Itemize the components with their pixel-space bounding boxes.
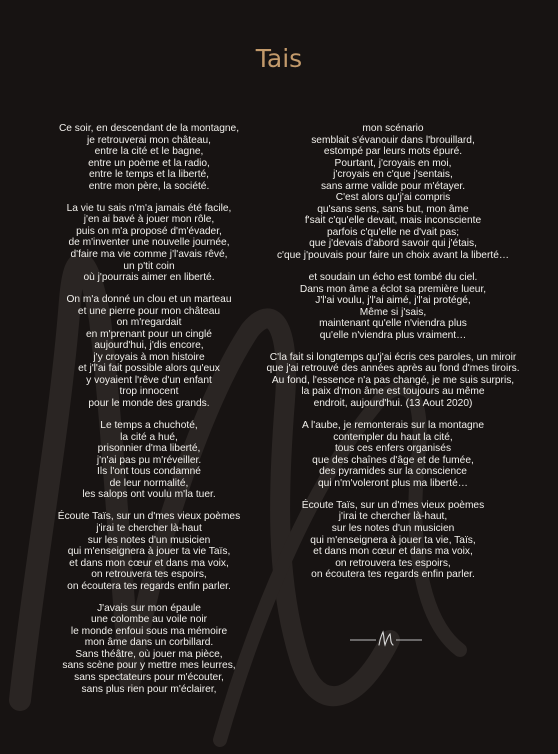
poem-line: de m'inventer une nouvelle journée, (68, 237, 230, 249)
poem-line: sur les notes d'un musicien (331, 522, 455, 534)
poem-line: on écoutera tes regards enfin parler. (67, 580, 231, 592)
poem-line: c'que j'pouvais pour faire un choix avant la liberté… (276, 250, 510, 262)
poem-line: on écoutera tes regards enfin parler. (311, 569, 475, 581)
poem-line: et j'l'ai fait possible alors qu'eux (78, 363, 220, 375)
poem-stanza (248, 500, 538, 581)
poem-stanza (248, 123, 538, 262)
poem-line: et dans mon cœur et dans ma voix, (313, 546, 473, 558)
poem-line: qui m'enseignera à jouer ta vie, Taïs, (310, 534, 476, 546)
poem-line: sans spectateurs pour m'écouter, (74, 672, 224, 684)
poem-line: j'y croyais à mon histoire (93, 351, 205, 363)
poem-line: Ce soir, en descendant de la montagne, (58, 123, 240, 134)
poem-stanza (248, 272, 538, 341)
poem-line: C'la fait si longtemps qu'j'ai écris ces paroles, un miroir (269, 351, 517, 363)
poem-stanza (18, 420, 280, 501)
poem-line: sans arme valide pour m'étayer. (320, 180, 466, 192)
poem-line: trop innocent (119, 386, 179, 398)
m-monogram-ornament-icon (348, 626, 424, 652)
poem-line: on retrouvera tes espoirs, (91, 569, 207, 581)
poem-line: f'sait c'qu'elle devait, mais inconsciente (304, 215, 482, 227)
poem-line: d'faire ma vie comme j'l'avais rêvé, (70, 248, 228, 260)
poem-line: qu'sans sens, sans but, mon âme (317, 203, 469, 215)
poem-stanza (18, 511, 280, 592)
poem-line: entre le temps et la liberté, (88, 169, 210, 181)
poem-line: parfois c'qu'elle ne d'vait pas; (326, 226, 460, 238)
poem-line: j'en ai bavé à jouer mon rôle, (83, 214, 215, 226)
poem-line: Ils l'ont tous condamné (97, 466, 201, 478)
poem-stanza (18, 203, 280, 284)
poem-line: On m'a donné un clou et un marteau (66, 294, 232, 306)
poem-stanza (18, 294, 280, 409)
poem-line: sans scène pour y mettre mes leurres, (62, 660, 236, 672)
poem-line: contempler du haut la cité, (333, 431, 453, 443)
poem-line: entre mon père, la société. (88, 180, 210, 192)
poem-line: Au fond, l'essence n'a pas changé, je me suis surpris, (271, 374, 515, 386)
poem-stanza (248, 352, 538, 410)
poem-line: y voyaient l'rêve d'un enfant (86, 374, 212, 386)
poem-line: Sans théâtre, où jouer ma pièce, (75, 648, 223, 660)
poem-line: en m'prenant pour un cinglé (86, 328, 212, 340)
poem-line: un p'tit coin (123, 260, 175, 272)
poem-line: mon âme dans un corbillard. (84, 637, 214, 649)
poem-line: puis on m'a proposé d'm'évader, (76, 225, 222, 237)
poem-line: entre un poème et la radio, (88, 157, 210, 169)
poem-line: C'est alors qu'j'ai compris (335, 192, 451, 204)
poem-line: Même si j'sais, (359, 306, 427, 318)
poem-line: Écoute Taïs, sur un d'mes vieux poèmes (301, 499, 485, 511)
poem-line: j'n'ai pas pu m'réveiller. (96, 454, 202, 466)
poem-line: j'croyais en c'que j'sentais, (333, 169, 453, 181)
poem-line: aujourd'hui, j'dis encore, (94, 340, 204, 352)
poem-line: et soudain un écho est tombé du ciel. (308, 272, 478, 284)
poem-line: on m'regardait (116, 317, 182, 329)
poem-line: qu'elle n'viendra plus vraiment… (319, 329, 467, 341)
poem-line: où j'pourrais aimer en liberté. (83, 272, 215, 284)
poem-line: La vie tu sais n'm'a jamais été facile, (66, 202, 232, 214)
poem-line: que des chaînes d'âge et de fumée, (312, 454, 474, 466)
poem-line: une colombe au voile noir (90, 614, 208, 626)
poem-line: J'avais sur mon épaule (97, 602, 201, 614)
poem-stanza (18, 603, 280, 695)
poem-line: semblait s'évanouir dans l'brouillard, (311, 134, 475, 146)
poem-line: endroit, aujourd'hui. (13 Aout 2020) (313, 398, 473, 410)
poem-line: que j'ai retrouvé des années après au fond d'mes tiroirs. (266, 363, 520, 375)
poem-line: je retrouverai mon château, (86, 134, 212, 146)
poem-line: de leur normalité, (109, 477, 189, 489)
poem-line: pour le monde des grands. (88, 398, 210, 410)
poem-line: sans plus rien pour m'éclairer, (81, 683, 217, 695)
poem-line: et une pierre pour mon château (77, 305, 221, 317)
poem-line: Écoute Taïs, sur un d'mes vieux poèmes (57, 511, 241, 523)
poem-line: on retrouvera tes espoirs, (335, 557, 451, 569)
poem-line: qui n'm'voleront plus ma liberté… (318, 477, 468, 489)
poem-line: qui m'enseignera à jouer ta vie Taïs, (67, 546, 231, 558)
poem-line: J'l'ai voulu, j'l'ai aimé, j'l'ai protégé, (315, 295, 471, 307)
poem-line: les salops ont voulu m'la tuer. (82, 489, 216, 501)
poem-line: que j'devais d'abord savoir qui j'étais, (309, 238, 477, 250)
poem-line: la paix d'mon âme est toujours au même (301, 386, 485, 398)
poem-stanza (18, 123, 280, 192)
poem-line: la cité a hué, (120, 431, 178, 443)
poem-left-column (18, 123, 280, 706)
poem-line: sur les notes d'un musicien (87, 534, 211, 546)
poem-line: Dans mon âme a éclot sa première lueur, (299, 283, 487, 295)
poem-stanza (248, 420, 538, 489)
poem-line: le monde enfoui sous ma mémoire (70, 625, 228, 637)
poem-line: estompé par leurs mots épuré. (323, 146, 463, 158)
poem-line: Pourtant, j'croyais en moi, (334, 157, 452, 169)
poem-line: tous ces enfers organisés (334, 443, 452, 455)
poem-line: entre la cité et le bagne, (94, 146, 204, 158)
poem-title: Tais (255, 44, 303, 73)
poem-line: prisonnier d'ma liberté, (97, 443, 201, 455)
poem-line: des pyramides sur la conscience (319, 466, 467, 478)
poem-line: et dans mon cœur et dans ma voix, (69, 557, 229, 569)
poem-line: j'irai te chercher là-haut, (338, 511, 448, 523)
poem-line: maintenant qu'elle n'viendra plus (319, 318, 467, 330)
poem-line: j'irai te chercher là-haut (96, 522, 202, 534)
poem-line: mon scénario (362, 123, 424, 134)
poem-line: Le temps a chuchoté, (100, 420, 198, 432)
poem-line: A l'aube, je remonterais sur la montagne (301, 420, 485, 432)
poem-right-column (248, 123, 538, 591)
